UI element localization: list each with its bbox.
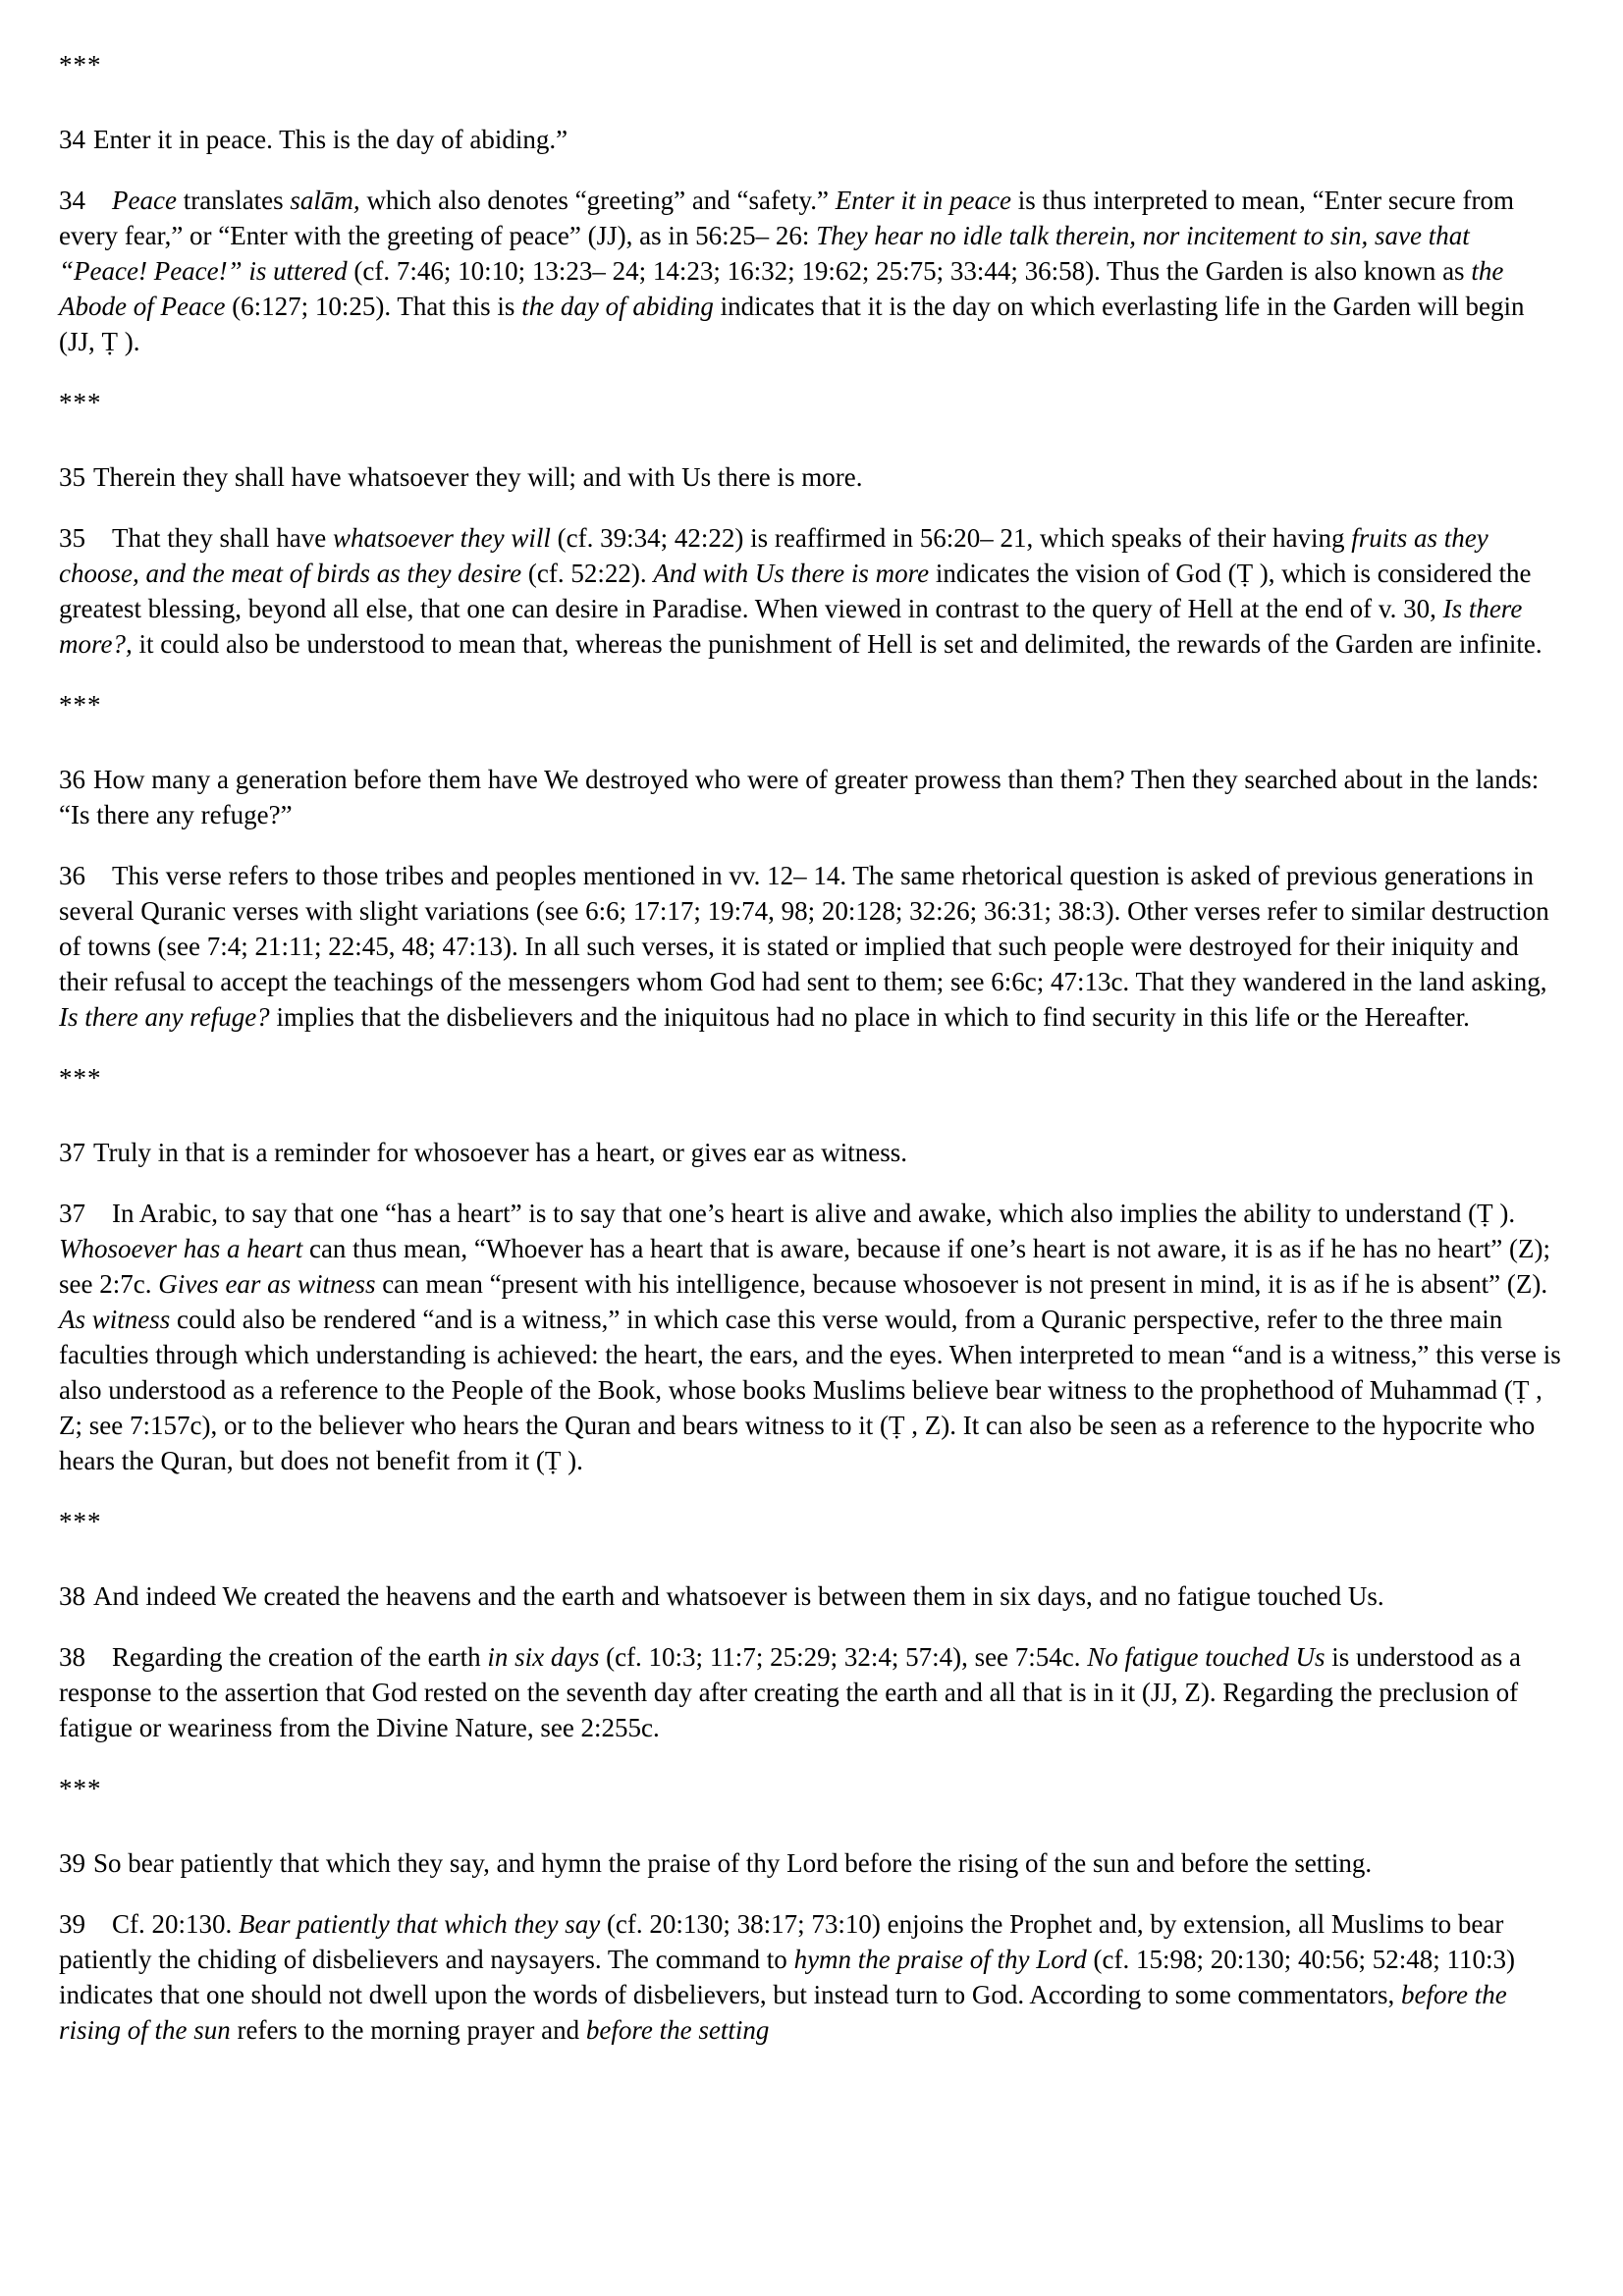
body-text: (cf. 39:34; 42:22) is reaffirmed in 56:20– 21, which speaks of their having — [550, 523, 1352, 553]
verse-number: 36 — [59, 765, 85, 794]
body-text: which also denotes “greeting” and “safety.” — [359, 186, 836, 215]
quoted-phrase: No fatigue touched Us — [1087, 1642, 1325, 1672]
body-text: implies that the disbelievers and the iniquitous had no place in which to find security in this life or the Hereafter. — [269, 1002, 1470, 1032]
verse-number: 35 — [59, 523, 85, 553]
section-separator: *** — [59, 690, 102, 720]
body-text: How many a generation before them have We destroyed who were of greater prowess than them? Then they searched about in the lands: “Is there any refuge?” — [59, 765, 1540, 829]
body-text: (cf. 7:46; 10:10; 13:23– 24; 14:23; 16:32; 19:62; 25:75; 33:44; 36:58). Thus the Garden is also known as — [347, 256, 1472, 286]
verse-number: 39 — [59, 1848, 85, 1878]
quoted-phrase: fruits as they choose, and the meat of birds as they desire — [59, 523, 1488, 588]
quoted-phrase: hymn the praise of thy Lord — [793, 1945, 1087, 1974]
quoted-phrase: And with Us there is more — [653, 559, 930, 588]
body-text: So bear patiently that which they say, and hymn the praise of thy Lord before the rising of the sun and before the setting. — [93, 1848, 1373, 1878]
quoted-phrase: Peace — [112, 186, 177, 215]
quoted-phrase: They hear no idle talk therein, nor incitement to sin, save that “Peace! Peace!” is uttered — [59, 221, 1470, 286]
quoted-phrase: Is there any refuge? — [59, 1002, 270, 1032]
verse-number: 37 — [59, 1199, 85, 1228]
body-text: Cf. 20:130. — [112, 1909, 240, 1939]
verse-text — [59, 1845, 1564, 1881]
section-separator: *** — [59, 50, 102, 80]
quoted-phrase: Bear patiently that which they say — [239, 1909, 601, 1939]
verse-commentary — [59, 1196, 1564, 1478]
verse-number: 35 — [59, 462, 85, 492]
verse-number: 38 — [59, 1581, 85, 1611]
verse-commentary — [59, 858, 1564, 1035]
body-text: indicates the vision of God (Ṭ ), which is considered the greatest blessing, beyond all else, that one can desire in Paradise. When viewed in contrast to the query of Hell at the end of v. 30, — [59, 559, 1532, 623]
body-text: (6:127; 10:25). That this is — [225, 292, 522, 321]
body-text: can thus mean, “Whoever has a heart that is aware, because if one’s heart is not aware, it is as if he has no heart” (Z); see 2:7c. — [59, 1234, 1550, 1299]
body-text: (cf. 20:130; 38:17; 73:10) enjoins the Prophet and, by extension, all Muslims to bear patiently the chiding of disbelievers and naysayers. The command to — [59, 1909, 1504, 1974]
quoted-phrase: Is there more?, — [59, 594, 1523, 659]
verse-number: 37 — [59, 1138, 85, 1167]
body-text: indicates that it is the day on which everlasting life in the Garden will begin (JJ, Ṭ ). — [59, 292, 1525, 356]
body-text: it could also be understood to mean that, whereas the punishment of Hell is set and delimited, the rewards of the Garden are infinite. — [132, 629, 1542, 659]
body-text: can mean “present with his intelligence, because whosoever is not present in mind, it is as if he is absent” (Z). — [375, 1269, 1548, 1299]
verse-number: 36 — [59, 861, 85, 890]
verse-commentary — [59, 1639, 1564, 1745]
quoted-phrase: the day of abiding — [521, 292, 714, 321]
quoted-phrase: the Abode of Peace — [59, 256, 1504, 321]
quoted-phrase: Gives ear as witness — [158, 1269, 376, 1299]
body-text: Enter it in peace. This is the day of abiding.” — [93, 125, 568, 154]
verse-number: 38 — [59, 1642, 85, 1672]
quoted-phrase: Whosoever has a heart — [59, 1234, 303, 1263]
verse-text — [59, 459, 1564, 495]
body-text: translates — [176, 186, 291, 215]
body-text: That they shall have — [112, 523, 333, 553]
body-text: In Arabic, to say that one “has a heart” is to say that one’s heart is alive and awake, which also implies the ability to understand (Ṭ ). — [112, 1199, 1516, 1228]
body-text: (cf. 52:22). — [521, 559, 654, 588]
body-text: Truly in that is a reminder for whosoever has a heart, or gives ear as witness. — [93, 1138, 908, 1167]
verse-commentary — [59, 520, 1564, 662]
verse-commentary — [59, 1906, 1564, 2048]
quoted-phrase: As witness — [59, 1305, 171, 1334]
quoted-phrase: in six days — [487, 1642, 600, 1672]
body-text: is understood as a response to the assertion that God rested on the seventh day after creating the earth and all that is in it (JJ, Z). Regarding the preclusion of fatigue or weariness from the Divine Nature, see 2:255c. — [59, 1642, 1521, 1742]
body-text: Regarding the creation of the earth — [112, 1642, 488, 1672]
body-text: (cf. 10:3; 11:7; 25:29; 32:4; 57:4), see 7:54c. — [599, 1642, 1088, 1672]
commentary-body — [59, 47, 1564, 2048]
body-text: Therein they shall have whatsoever they will; and with Us there is more. — [93, 462, 863, 492]
body-text: refers to the morning prayer and — [230, 2015, 586, 2045]
verse-text — [59, 122, 1564, 157]
verse-number: 39 — [59, 1909, 85, 1939]
quoted-phrase: salām, — [290, 186, 360, 215]
verse-text — [59, 1135, 1564, 1170]
quoted-phrase: before the rising of the sun — [59, 1980, 1507, 2045]
body-text: (cf. 15:98; 20:130; 40:56; 52:48; 110:3) indicates that one should not dwell upon the words of disbelievers, but instead turn to God. According to some commentators, — [59, 1945, 1516, 2009]
verse-number: 34 — [59, 186, 85, 215]
section-separator: *** — [59, 1774, 102, 1803]
verse-commentary — [59, 183, 1564, 359]
body-text: This verse refers to those tribes and peoples mentioned in vv. 12– 14. The same rhetorical question is asked of previous generations in several Quranic verses with slight variations (see 6:6; 17:17; 19:74, 98; 20:128; 32:26; 36:31; 38:3). Other verses refer to similar destruction of towns (see 7:4; 21:11; 22:45, 48; 47:13). In all such verses, it is stated or implied that such people were destroyed for their iniquity and their refusal to accept the teachings of the messengers whom God had sent to them; see 6:6c; 47:13c. That they wandered in the land asking, — [59, 861, 1549, 996]
verse-text — [59, 1578, 1564, 1614]
verse-number: 34 — [59, 125, 85, 154]
quoted-phrase: whatsoever they will — [332, 523, 551, 553]
body-text: could also be rendered “and is a witness,” in which case this verse would, from a Quranic perspective, refer to the three main faculties through which understanding is achieved: the heart, the ears, and the eyes. When interpreted to mean “and is a witness,” this verse is also understood as a reference to the People of the Book, whose books Muslims believe bear witness to the prophethood of Muhammad (Ṭ , Z; see 7:157c), or to the believer who hears the Quran and bears witness to it (Ṭ , Z). It can also be seen as a reference to the hypocrite who hears the Quran, but does not benefit from it (Ṭ ). — [59, 1305, 1561, 1475]
section-separator: *** — [59, 1063, 102, 1093]
verse-text — [59, 762, 1564, 832]
body-text: is thus interpreted to mean, “Enter secure from every fear,” or “Enter with the greeting of peace” (JJ), as in 56:25– 26: — [59, 186, 1515, 250]
section-separator: *** — [59, 1507, 102, 1536]
section-separator: *** — [59, 388, 102, 417]
body-text: And indeed We created the heavens and the earth and whatsoever is between them in six days, and no fatigue touched Us. — [93, 1581, 1384, 1611]
quoted-phrase: Enter it in peace — [835, 186, 1011, 215]
quoted-phrase: before the setting — [585, 2015, 770, 2045]
